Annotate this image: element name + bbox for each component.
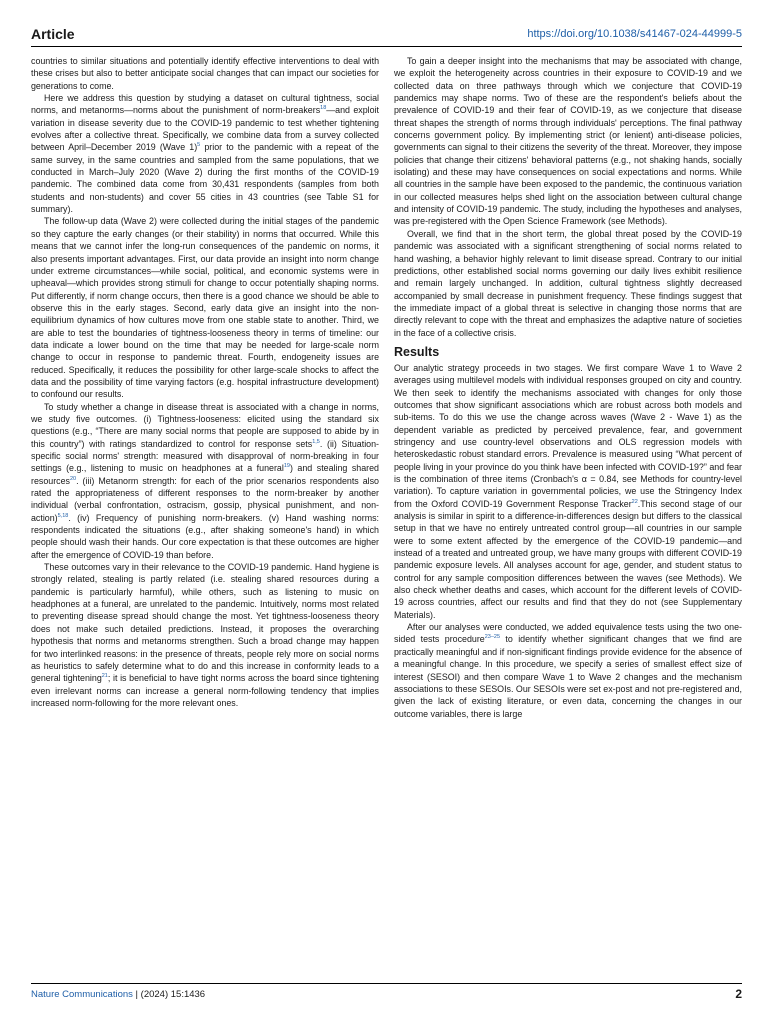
paragraph: The follow-up data (Wave 2) were collected during the initial stages of the pandemic so they capture the early changes (or their stability) in norms that occurred. While this means that we cannot infer the long-run consequences of the pandemic on norms, it also presents important advantages. First, our data provide an insight into norm change under extreme circumstances—while social, political, and economic systems were in upheaval—which provides strong stimuli for change to occur potentially shaping norms. Put differently, if norm change occurs, then there is a good chance we should be able to observe this in the early stages. Second, early data give an insight into the non-equilibrium dynamics of how cultures move from one stable state to another. Third, we are able to test the boundaries of tightness-looseness theory in terms of timeline: our data indicate a lower bound on the time that may be needed for large-scale norm change to occur in response to pandemic threat. Fourth, endogeneity issues are reduced. Specifically, it reduces the possibility for other large-scale shocks to affect the data and the possibility of time varying factors (e.g. hospital infrastructure development) to confound our results.	[31, 216, 379, 400]
citation-ref[interactable]: 5	[197, 142, 201, 149]
doi-link[interactable]: https://doi.org/10.1038/s41467-024-44999-5	[527, 28, 742, 40]
citation-ref[interactable]: 23–25	[484, 634, 501, 641]
footer-divider	[31, 983, 742, 984]
paragraph: Our analytic strategy proceeds in two stages. We first compare Wave 1 to Wave 2 averages using multilevel models with individual responses grouped on city and country. We then seek to identify the mechanisms associated with changes for only those outcomes that show significant associations which are robust across both models and sub-items. To do this we use the change across waves (Wave 2 - Wave 1) as the dependent variable as predicted by perceived prevalence, fear, and government stringency and use country-level observations and OLS regression models with heteroskedastic robust standard errors. Prevalence is measured using “What percent of people living in your province do you think have been infected with COVID-19?” and fear is the combination of three items (Cronbach's α = 0.84, see Methods for country-level variation). To capture variation in governmental policies, we use the Stringency Index from the Oxford COVID-19 Government Response Tracker$^{22}$.This second stage of our analysis is similar in spirit to a difference-in-differences design but differs to the classical setup in that we have no entirely untreated control group—all countries in our sample were to some extent affected by the emergence of the COVID-19 pandemic—and instead of a treated and untreated group, we have many groups with different COVID-19 pandemic exposure levels. All analyses account for age, gender, and student status to control for any sample composition differences between the waves (see Methods). We also check whether deaths and cases, which account for the different levels of COVID-19 across countries, affect our results and find that they do not (see Supplementary Materials).	[394, 362, 742, 620]
citation-ref[interactable]: 19	[283, 463, 290, 470]
journal-name: Nature Communications	[31, 989, 133, 1000]
page-number: 2	[735, 987, 742, 1001]
paragraph: To study whether a change in disease threat is associated with a change in norms, we study five outcomes. (i) Tightness-looseness: elicited using the standard six questions (e.g., “There are many social norms that people are supposed to abide by in this country”) with ratings standardized to control for response sets$^{1,5}$. (ii) Situation-specific social norms' strength: measured with disapproval of norm-breaking in four settings (e.g., listening to music on headphones at a funeral$^{19}$) and stealing shared resources$^{20}$. (iii) Metanorm strength: for each of the prior scenarios respondents also rated the appropriateness of different responses to the norm-breaker by another individual (verbal confrontation, ostracism, gossip, physical punishment, and non-action)$^{5,18}$. (iv) Frequency of punishing norm-breakers. (v) Hand washing norms: respondents indicated the situations (e.g., after shaking someone's hand) in which people should wash their hands. Our core expectation is that these outcomes are higher after the emergence of COVID-19 than before.	[31, 401, 379, 560]
footer-journal	[31, 989, 205, 1000]
article-label: Article	[31, 26, 75, 42]
left-column	[31, 55, 379, 709]
paragraph: Here we address this question by studying a dataset on cultural tightness, social norms, and metanorms—norms about the punishment of norm-breakers$^{18}$—and exploit variation in disease severity due to the COVID-19 pandemic to test whether tightening evolves after a collective threat. Specifically, we combine data from a survey collected between April–December 2019 (Wave 1)$^5$ prior to the pandemic with a repeat of the same survey, in the same countries and sampled from the same populations, that we conducted in March–July 2020 (Wave 2) during the first months of the COVID-19 pandemic. The combined data come from 30,431 respondents (samples from both students and non-students) and cover 55 cities in 43 countries (see Table S1 for summary).	[31, 93, 379, 215]
section-heading-results: Results	[394, 344, 440, 359]
journal-citation: | (2024) 15:1436	[132, 989, 206, 1000]
citation-ref[interactable]: 18	[320, 105, 327, 112]
header-divider	[31, 46, 742, 47]
right-column	[394, 55, 742, 720]
paragraph: To gain a deeper insight into the mechanisms that may be associated with change, we exploit the heterogeneity across countries in their exposure to COVID-19 and we collected data on three pathways through which we conjecture that COVID-19 pandemics may shape norms. Two of these are the respondent's beliefs about the prevalence of COVID-19 and their fear of COVID-19, as we conjecture that disease threat shapes the strength of norms through individuals' perceptions. The final pathway concerns government policy. By implementing strict (or lenient) anti-disease policies, governments can signal to their citizens the severity of the threat. Moreover, they impose policies that change their citizens' behavioral patterns (e.g., not shaking hands, socially isolating) and these may have consequences on social expectations and norms. While all countries in the sample have been exposed to the pandemic, the continuous variation in our collected measures helps shed light on the association between cultural change and intensity of COVID-19 pandemic. The study, including the hypotheses and analyses, was pre-registered with the Open Science Framework (see Methods).	[394, 56, 742, 227]
citation-ref[interactable]: 1,5	[312, 438, 320, 445]
paragraph: These outcomes vary in their relevance to the COVID-19 pandemic. Hand hygiene is strongly related, stealing is partly related (i.e. stealing shared resources during a pandemic is particularly harmful), while others, such as listening to music on headphones at a funeral, are unrelated to the pandemic. Intuitively, norms most related to preventing disease spread should change the most. Yet tightness-looseness theory does not make such detailed predictions. Instead, it proposes the overarching hypothesis that norms and metanorms strengthen. Such a broad change may happen for two interlinked reasons: in the presence of threats, people rely more on social norms as heuristics to safely determine what to do and this increase in conformity leads to a general tightening$^{21}$; it is beneficial to have tight norms across the board since tightening even irrelevant norms can increase a general norm-following tendency that implies increased norm-following for the more relevant ones.	[31, 562, 379, 708]
paragraph: countries to similar situations and potentially identify effective interventions to deal with these crises but also to better anticipate social changes that can impact our societies for generations to come.	[31, 56, 379, 91]
citation-ref[interactable]: 22	[631, 498, 638, 505]
paragraph: Overall, we find that in the short term, the global threat posed by the COVID-19 pandemic was associated with a significant strengthening of social norms related to hand washing, a behavior highly relevant to limit disease spread. Contrary to our initial predictions, other established social norms governing our daily lives exhibit resilience and remain largely unchanged. In addition, cultural tightness slightly decreased accompanied by small decrease in punishment frequency. These findings suggest that the immediate impact of a global threat is selective in changing those norms that are directly relevant to cope with the threat and emphasizes the adaptive nature of societies in the face of a collective crisis.	[394, 228, 742, 338]
citation-ref[interactable]: 20	[69, 475, 77, 482]
paragraph: After our analyses were conducted, we added equivalence tests using the two one-sided tests procedure$^{23-25}$ to identify whether significant changes that we find are practically meaningful and if non-significant findings provide evidence for the absence of a meaningful change. In this procedure, we specify a series of smallest effect size of interest (SESOI) and then compare Wave 1 to Wave 2 changes and the mechanism associations to these SESOIs. Our SESOIs were set ex-post and not pre-registered and, given the lack of existing literature, or even data, concerning the changes in our outcome variables, there is large	[394, 622, 742, 719]
citation-ref[interactable]: 21	[101, 673, 108, 680]
citation-ref[interactable]: 5,18	[57, 512, 69, 519]
